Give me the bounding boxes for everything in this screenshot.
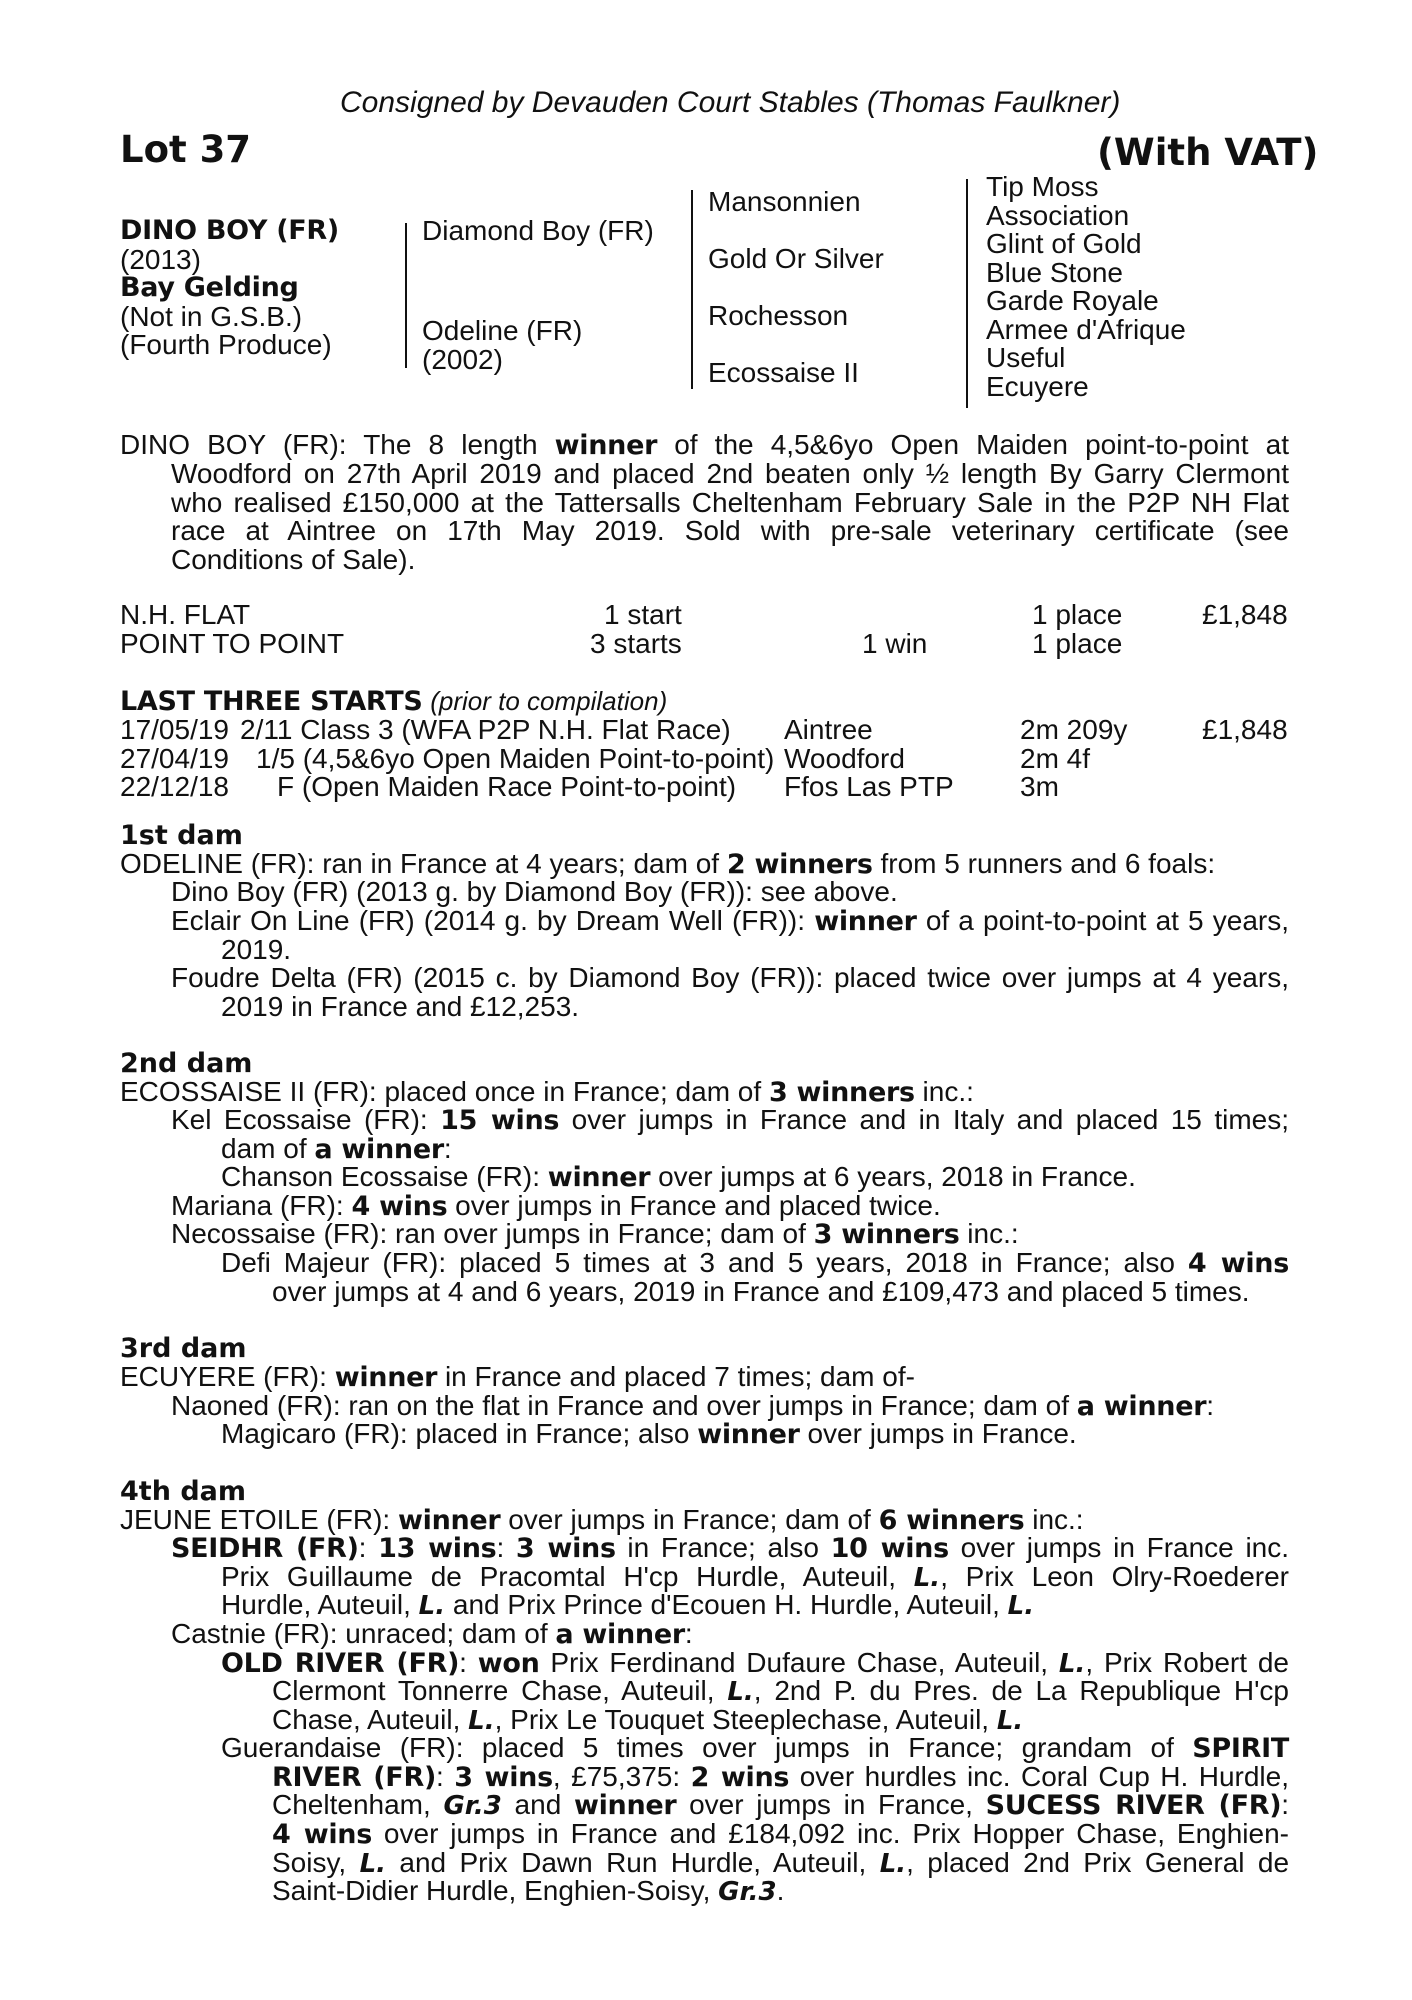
fourth-dam-guerandaise-line-3: Cheltenham, Gr.3 and winner over jumps in France, SUCESS RIVER (FR): <box>272 1789 1290 1821</box>
first-dam-line-2: Dino Boy (FR) (2013 g. by Diamond Boy (FR)): see above. <box>171 876 898 907</box>
pedigree-bracket-1 <box>405 223 407 368</box>
horse-gsb: (Not in G.S.B.) <box>120 301 303 332</box>
pedigree-gen3-1: Mansonnien <box>708 186 861 217</box>
fourth-dam-guerandaise-line-4: 4 wins over jumps in France and £184,092 inc. Prix Hopper Chase, Enghien- <box>272 1818 1289 1850</box>
first-dam-line-6: 2019 in France and £12,253. <box>221 991 580 1022</box>
second-dam-line-2: Kel Ecossaise (FR): 15 wins over jumps in France and in Italy and placed 15 times; <box>171 1104 1289 1136</box>
record-row-point-to-point: POINT TO POINT 3 starts 1 win 1 place <box>120 628 1123 659</box>
pedigree-gen4-2: Association <box>986 200 1130 231</box>
fourth-dam-seidhr-line-1: SEIDHR (FR): 13 wins: 3 wins in France; also 10 wins over jumps in France inc. <box>171 1532 1290 1564</box>
last-start-row-1: 17/05/19 2/11 Class 3 (WFA P2P N.H. Flat Race) Aintree 2m 209y £1,848 <box>120 714 1288 745</box>
summary-line-3: who realised £150,000 at the Tattersalls Cheltenham February Sale in the P2P NH Flat <box>171 487 1289 518</box>
summary-line-1: DINO BOY (FR): The 8 length winner of the 4,5&6yo Open Maiden point-to-point at <box>120 429 1289 461</box>
fourth-dam-seidhr-line-3: Hurdle, Auteuil, L. and Prix Prince d'Ecouen H. Hurdle, Auteuil, L. <box>221 1589 1035 1621</box>
fourth-dam-seidhr-line-2: Prix Guillaume de Pracomtal H'cp Hurdle, Auteuil, L., Prix Leon Olry-Roederer <box>221 1561 1290 1593</box>
pedigree-gen4-1: Tip Moss <box>986 171 1099 202</box>
last-three-heading: LAST THREE STARTS (prior to compilation) <box>120 686 668 717</box>
third-dam-line-2: Naoned (FR): ran on the flat in France and over jumps in France; dam of a winner: <box>171 1390 1215 1422</box>
fourth-dam-guerandaise-line-1: Guerandaise (FR): placed 5 times over jumps in France; grandam of SPIRIT <box>221 1732 1289 1764</box>
pedigree-gen3-2: Gold Or Silver <box>708 243 884 274</box>
pedigree-gen3-4: Ecossaise II <box>708 357 859 388</box>
pedigree-dam-year: (2002) <box>422 344 503 375</box>
second-dam-line-5: Mariana (FR): 4 wins over jumps in France and placed twice. <box>171 1190 941 1222</box>
record-row-nh-flat: N.H. FLAT 1 start 1 place £1,848 <box>120 599 1288 630</box>
fourth-dam-guerandaise-line-5: Soisy, L. and Prix Dawn Run Hurdle, Auteuil, L., placed 2nd Prix General de <box>272 1847 1290 1879</box>
first-dam-line-5: Foudre Delta (FR) (2015 c. by Diamond Boy (FR)): placed twice over jumps at 4 years, <box>171 962 1289 993</box>
third-dam-line-3: Magicaro (FR): placed in France; also winner over jumps in France. <box>221 1418 1077 1450</box>
fourth-dam-guerandaise-line-2: RIVER (FR): 3 wins, £75,375: 2 wins over hurdles inc. Coral Cup H. Hurdle, <box>272 1761 1290 1793</box>
first-dam-line-3: Eclair On Line (FR) (2014 g. by Dream Well (FR)): winner of a point-to-point at 5 years, <box>171 905 1290 937</box>
last-start-row-2: 27/04/19 1/5 (4,5&6yo Open Maiden Point-to-point) Woodford 2m 4f <box>120 743 1091 774</box>
pedigree-gen4-5: Garde Royale <box>986 285 1159 316</box>
horse-sex: Bay Gelding <box>120 272 299 303</box>
last-start-row-3: 22/12/18 F (Open Maiden Race Point-to-point) Ffos Las PTP 3m <box>120 771 1059 802</box>
pedigree-gen3-3: Rochesson <box>708 300 849 331</box>
pedigree-bracket-2 <box>691 190 693 389</box>
first-dam-heading: 1st dam <box>120 820 243 851</box>
pedigree-dam: Odeline (FR) <box>422 315 583 346</box>
horse-produce: (Fourth Produce) <box>120 329 332 360</box>
first-dam-line-4: 2019. <box>221 934 292 965</box>
summary-line-2: Woodford on 27th April 2019 and placed 2nd beaten only ½ length By Garry Clermont <box>171 458 1289 489</box>
lot-number: Lot 37 <box>120 128 252 171</box>
consignor-line: Consigned by Devauden Court Stables (Thomas Faulkner) <box>340 86 1121 119</box>
fourth-dam-line-1: JEUNE ETOILE (FR): winner over jumps in France; dam of 6 winners inc.: <box>120 1504 1084 1536</box>
summary-line-4: race at Aintree on 17th May 2019. Sold with pre-sale veterinary certificate (see <box>171 515 1289 546</box>
fourth-dam-heading: 4th dam <box>120 1476 246 1507</box>
fourth-dam-old-river-line-2: Clermont Tonnerre Chase, Auteuil, L., 2nd P. du Pres. de La Republique H'cp <box>272 1675 1289 1707</box>
summary-line-5: Conditions of Sale). <box>171 544 416 575</box>
pedigree-gen4-4: Blue Stone <box>986 257 1123 288</box>
second-dam-line-1: ECOSSAISE II (FR): placed once in France; dam of 3 winners inc.: <box>120 1076 974 1108</box>
fourth-dam-guerandaise-line-6: Saint-Didier Hurdle, Enghien-Soisy, Gr.3. <box>272 1875 785 1907</box>
second-dam-line-7: Defi Majeur (FR): placed 5 times at 3 and 5 years, 2018 in France; also 4 wins <box>221 1247 1289 1279</box>
second-dam-line-8: over jumps at 4 and 6 years, 2019 in France and £109,473 and placed 5 times. <box>272 1276 1250 1307</box>
pedigree-gen4-7: Useful <box>986 342 1066 373</box>
second-dam-heading: 2nd dam <box>120 1048 253 1079</box>
horse-name: DINO BOY (FR) <box>120 215 339 246</box>
second-dam-line-6: Necossaise (FR): ran over jumps in France; dam of 3 winners inc.: <box>171 1218 1019 1250</box>
fourth-dam-castnie-line: Castnie (FR): unraced; dam of a winner: <box>171 1618 693 1650</box>
third-dam-line-1: ECUYERE (FR): winner in France and placed 7 times; dam of- <box>120 1361 915 1393</box>
pedigree-bracket-3 <box>966 179 968 408</box>
horse-year: (2013) <box>120 244 201 275</box>
second-dam-line-3: dam of a winner: <box>221 1133 452 1165</box>
pedigree-sire: Diamond Boy (FR) <box>422 215 654 246</box>
fourth-dam-old-river-line-1: OLD RIVER (FR): won Prix Ferdinand Dufaure Chase, Auteuil, L., Prix Robert de <box>221 1647 1289 1679</box>
second-dam-line-4: Chanson Ecossaise (FR): winner over jumps at 6 years, 2018 in France. <box>221 1161 1136 1193</box>
fourth-dam-old-river-line-3: Chase, Auteuil, L., Prix Le Touquet Steeplechase, Auteuil, L. <box>272 1704 1024 1736</box>
pedigree-gen4-3: Glint of Gold <box>986 228 1142 259</box>
third-dam-heading: 3rd dam <box>120 1333 247 1364</box>
pedigree-gen4-6: Armee d'Afrique <box>986 314 1186 345</box>
first-dam-line-1: ODELINE (FR): ran in France at 4 years; dam of 2 winners from 5 runners and 6 foals: <box>120 848 1216 880</box>
vat-status: (With VAT) <box>1097 131 1319 174</box>
pedigree-gen4-8: Ecuyere <box>986 371 1089 402</box>
